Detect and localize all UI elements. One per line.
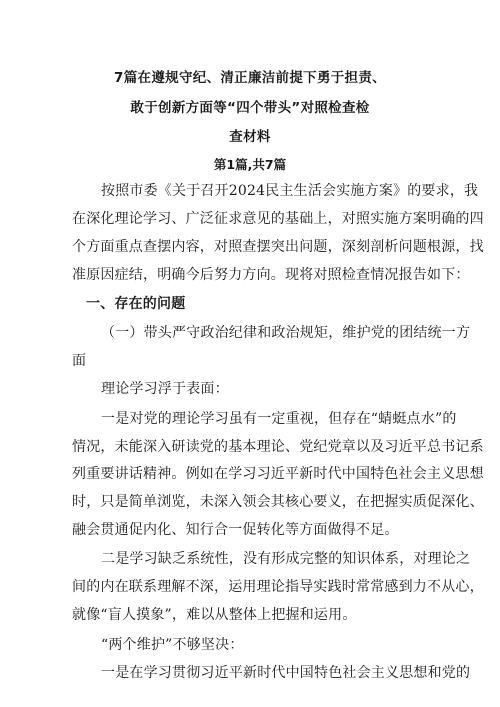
body-line-11: 列重要讲话精神。例如在学习习近平新时代中国特色社会主义思想 xyxy=(72,466,484,482)
body-line-18: 一是在学习贯彻习近平新时代中国特色社会主义思想和党的 xyxy=(101,665,471,681)
body-line-4: 准原因症结，明确今后努力方向。现将对照检查情况报告如下： xyxy=(72,267,470,283)
body-line-9: 一是对党的理论学习虽有一定重视，但存在“蜻蜓点水”的 xyxy=(101,411,457,427)
document-subtitle: 第1篇,共7篇 xyxy=(213,157,287,172)
body-line-10: 情况，未能深入研读党的基本理论、党纪党章以及习近平总书记系 xyxy=(72,439,484,455)
section-heading-problems: 一、存在的问题 xyxy=(86,296,186,312)
body-line-15: 间的内在联系理解不深，运用理论指导实践时常常感到力不从心， xyxy=(72,579,484,595)
body-line-8: 理论学习浮于表面： xyxy=(101,381,229,397)
body-line-6: （一）带头严守政治纪律和政治规矩，维护党的团结统一方 xyxy=(101,325,471,341)
body-line-13: 融会贯通促内化、知行合一促转化等方面做得不足。 xyxy=(72,522,399,538)
body-line-17: “两个维护”不够坚决： xyxy=(101,637,244,653)
body-line-14: 二是学习缺乏系统性，没有形成完整的知识体系，对理论之 xyxy=(101,551,471,567)
document-title-line-2: 敢于创新方面等“四个带头”对照检查检 xyxy=(130,100,370,116)
body-line-7: 面 xyxy=(72,353,87,369)
body-line-2: 在深化理论学习、广泛征求意见的基础上，对照实施方案明确的四 xyxy=(72,211,484,227)
document-title-line-1: 7篇在遵规守纪、清正廉洁前提下勇于担责、 xyxy=(114,70,386,86)
document-title-line-3: 查材料 xyxy=(229,129,271,145)
body-line-3: 个方面重点查摆内容，对照查摆突出问题，深刻剖析问题根源，找 xyxy=(72,239,484,255)
body-line-1: 按照市委《关于召开2024民主生活会实施方案》的要求，我 xyxy=(101,183,479,199)
body-line-16: 就像“盲人摸象”，难以从整体上把握和运用。 xyxy=(72,607,357,623)
body-line-12: 时，只是简单浏览，未深入领会其核心要义，在把握实质促深化、 xyxy=(72,494,484,510)
